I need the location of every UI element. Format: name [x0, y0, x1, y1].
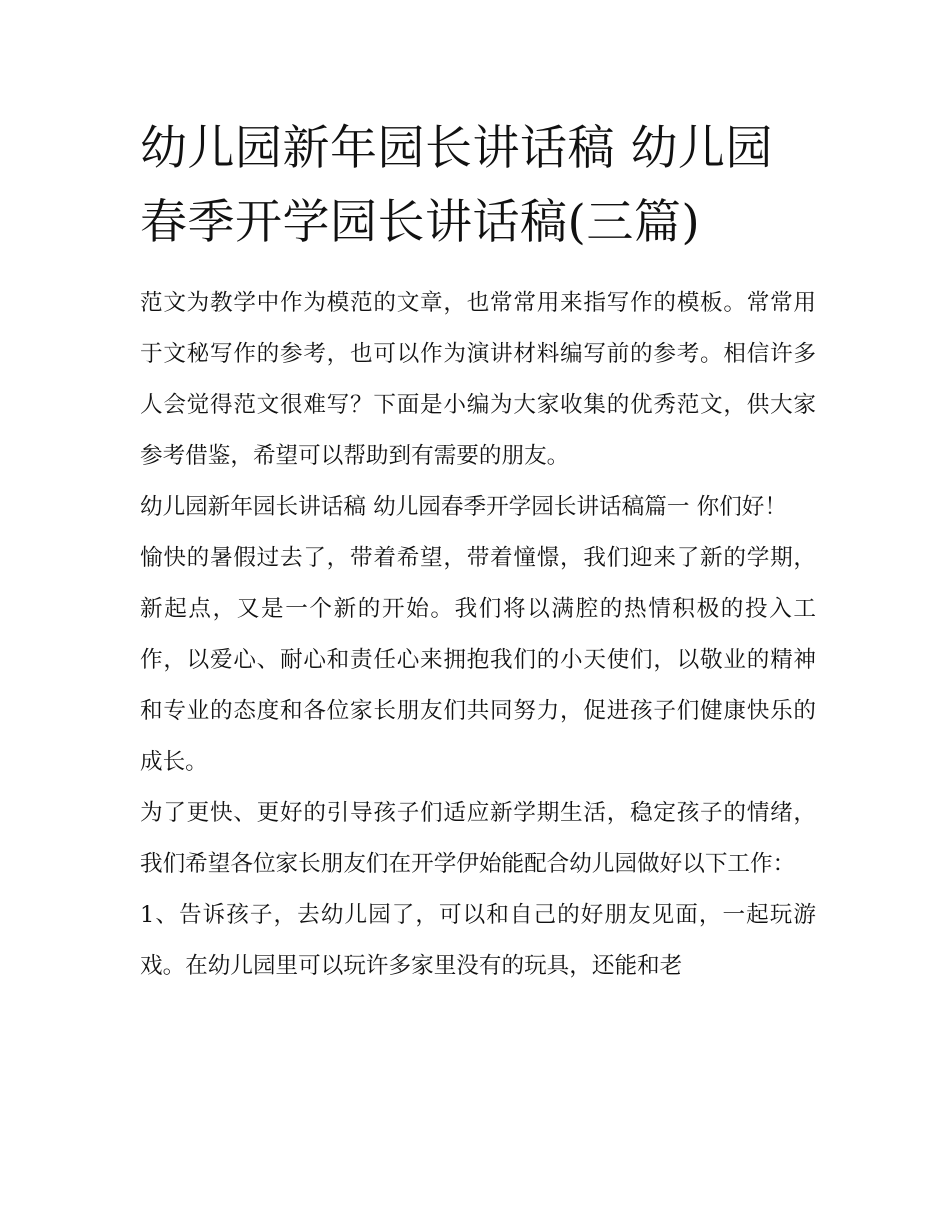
- body-paragraph: 为了更快、更好的引导孩子们适应新学期生活，稳定孩子的情绪，我们希望各位家长朋友们在开学伊始能配合幼儿园做好以下工作：: [140, 800, 816, 877]
- list-item-paragraph: 1、告诉孩子，去幼儿园了，可以和自己的好朋友见面，一起玩游戏。在幼儿园里可以玩许多家里没有的玩具，还能和老: [140, 902, 816, 979]
- document-title: 幼儿园新年园长讲话稿 幼儿园春季开学园长讲话稿(三篇): [140, 121, 773, 250]
- section-heading-paragraph: 幼儿园新年园长讲话稿 幼儿园春季开学园长讲话稿篇一 你们好！: [140, 494, 787, 520]
- document-body: [140, 112, 816, 992]
- intro-paragraph: 范文为教学中作为模范的文章，也常常用来指写作的模板。常常用于文秘写作的参考，也可以作为演讲材料编写前的参考。相信许多人会觉得范文很难写？下面是小编为大家收集的优秀范文，供大家参考借鉴，希望可以帮助到有需要的朋友。: [140, 290, 816, 469]
- body-paragraph: 愉快的暑假过去了，带着希望，带着憧憬，我们迎来了新的学期，新起点，又是一个新的开始。我们将以满腔的热情积极的投入工作，以爱心、耐心和责任心来拥抱我们的小天使们，以敬业的精神和专业的态度和各位家长朋友们共同努力，促进孩子们健康快乐的成长。: [140, 545, 816, 775]
